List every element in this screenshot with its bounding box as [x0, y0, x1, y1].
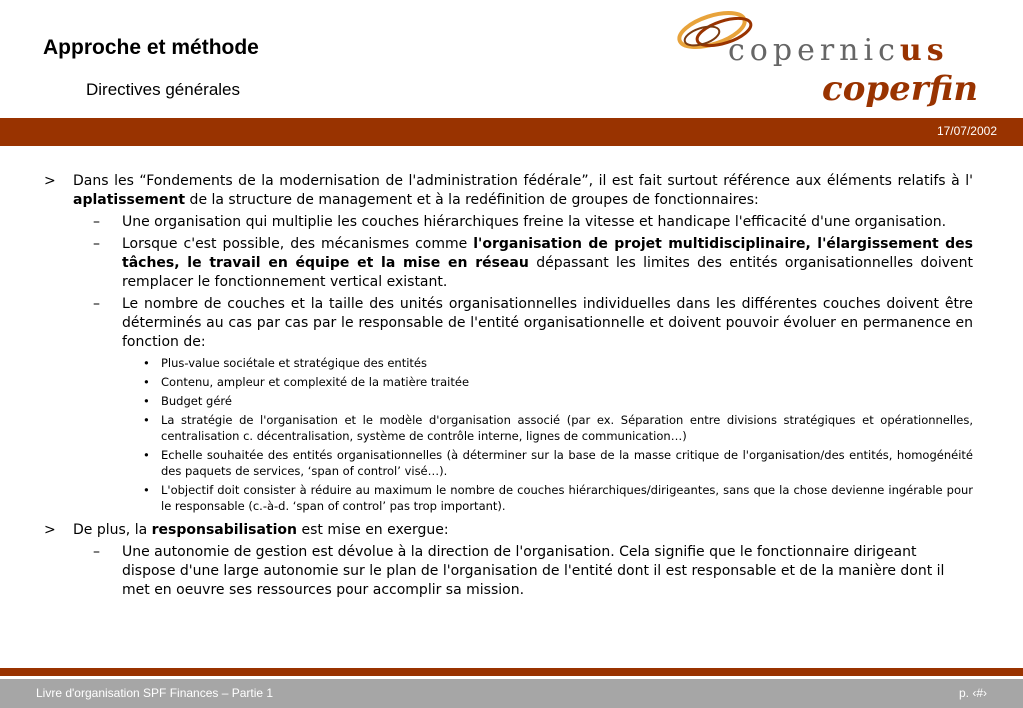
arrow-marker: >: [44, 173, 56, 189]
logo-word-copernicus: copernicus: [728, 33, 949, 68]
bullet-marker: •: [143, 375, 150, 389]
sub-list-item: – Lorsque c'est possible, des mécanismes comme l'organisation de projet multidisciplinaire, l'élargissement des tâches, le travail en équipe et la mise en réseau dépassant les limites des entités organisationnelles doivent remplacer le fonctionnement vertical existant.: [93, 236, 973, 290]
header-band: [0, 118, 1023, 146]
bold-term: l'organisation de projet multidisciplinaire, l'élargissement des tâches, le travail en équipe et la mise en réseau: [122, 236, 973, 271]
list-item: > Dans les “Fondements de la modernisation de l'administration fédérale”, il est fait surtout référence aux éléments relatifs à l' aplatissement de la structure de management et à la redéfinition de groupes de fonctionnaires:: [44, 173, 973, 208]
slide-date: 17/07/2002: [936, 124, 997, 138]
list-item: > De plus, la responsabilisation est mise en exergue:: [44, 522, 449, 538]
bullet-item: • La stratégie de l'organisation et le modèle d'organisation associé (par ex. Séparation entre divisions stratégiques et opérationnelles, centralisation c. décentralisation, système de contrôle interne, lignes de communication…): [143, 413, 973, 443]
logo-word-coperfin: coperfin: [822, 69, 979, 109]
bullet-item: • L'objectif doit consister à réduire au maximum le nombre de couches hiérarchiques/dirigeantes, sans que la chose devienne ingérable pour le responsable (c.-à-d. ‘span of control’ pas trop important).: [143, 483, 973, 513]
bullet-item: • Contenu, ampleur et complexité de la matière traitée: [143, 375, 470, 389]
dash-marker: –: [93, 214, 100, 230]
footer-band: [0, 679, 1023, 708]
bullet-marker: •: [143, 483, 150, 497]
slide-content: [44, 172, 973, 603]
bullet-item: • Plus-value sociétale et stratégique des entités: [143, 356, 427, 370]
bullet-item: • Echelle souhaitée des entités organisationnelles (à déterminer sur la base de la masse critique de l'organisation/des entités, homogénéité des paquets de services, ‘span of control’ visé…).: [143, 448, 973, 478]
slide-subtitle: Directives générales: [86, 80, 241, 99]
bullet-marker: •: [143, 448, 150, 462]
copernicus-coperfin-logo: [672, 8, 1012, 112]
dash-marker: –: [93, 236, 100, 252]
footer-document-title: Livre d'organisation SPF Finances – Partie 1: [36, 686, 274, 700]
slide-title: Approche et méthode: [43, 36, 259, 59]
bullet-marker: •: [143, 356, 150, 370]
footer-accent-bar: [0, 668, 1023, 676]
dash-marker: –: [93, 544, 100, 560]
arrow-marker: >: [44, 522, 56, 538]
bullet-marker: •: [143, 394, 150, 408]
bullet-marker: •: [143, 413, 150, 427]
bullet-item: • Budget géré: [143, 394, 232, 408]
footer-page-number: p. ‹#›: [958, 686, 987, 700]
dash-marker: –: [93, 296, 100, 312]
sub-list-item: – Une autonomie de gestion est dévolue à la direction de l'organisation. Cela signifie que le fonctionnaire dirigeant dispose d'une large autonomie sur le plan de l'organisation de l'entité dont il est responsable et de la manière dont il met en oeuvre ses ressources pour accomplir sa mission.: [93, 544, 945, 598]
sub-list-item: – Le nombre de couches et la taille des unités organisationnelles individuelles dans les différentes couches doivent être déterminés au cas par cas par le responsable de l'entité organisationnelle et doivent pouvoir évoluer en permanence en fonction de:: [93, 296, 973, 350]
bold-term: responsabilisation: [151, 522, 298, 538]
bold-term: aplatissement: [73, 192, 186, 208]
sub-list-item: – Une organisation qui multiplie les couches hiérarchiques freine la vitesse et handicape l'efficacité d'une organisation.: [93, 214, 947, 230]
